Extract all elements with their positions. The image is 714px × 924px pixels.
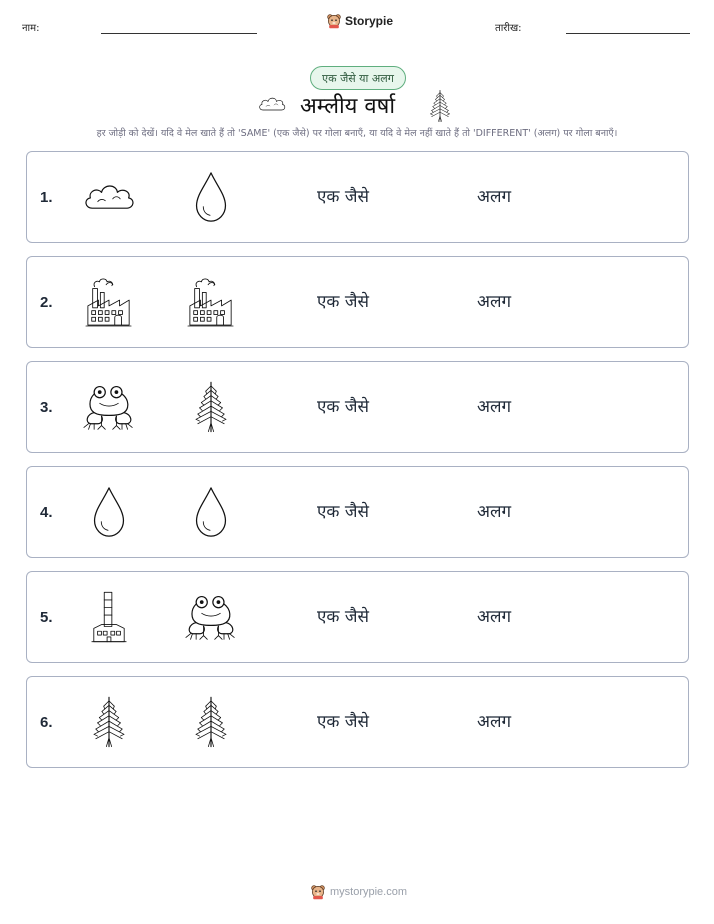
different-option[interactable]: अलग bbox=[477, 397, 512, 417]
pine-tree-icon bbox=[426, 89, 454, 123]
worksheet-header bbox=[0, 0, 714, 44]
worksheet-type-badge: एक जैसे या अलग bbox=[310, 66, 406, 90]
different-option[interactable]: अलग bbox=[477, 502, 512, 522]
mascot-icon bbox=[326, 13, 342, 29]
row-number: 5. bbox=[40, 609, 53, 626]
row-number: 3. bbox=[40, 399, 53, 416]
mascot-icon bbox=[310, 884, 326, 900]
name-label: नाम: bbox=[22, 23, 40, 34]
date-label: तारीख: bbox=[495, 23, 522, 34]
question-row-3 bbox=[26, 361, 689, 453]
question-row-4 bbox=[26, 466, 689, 558]
frog-icon bbox=[183, 591, 239, 643]
same-option[interactable]: एक जैसे bbox=[317, 187, 369, 207]
cloud-icon bbox=[257, 94, 287, 114]
pine-tree-icon bbox=[189, 378, 233, 436]
name-line[interactable] bbox=[101, 33, 257, 34]
different-option[interactable]: अलग bbox=[477, 292, 512, 312]
pine-tree-icon bbox=[87, 693, 131, 751]
same-option[interactable]: एक जैसे bbox=[317, 292, 369, 312]
row-number: 1. bbox=[40, 189, 53, 206]
brand-logo bbox=[326, 13, 393, 29]
instructions: हर जोड़ी को देखें। यदि वे मेल खाते हैं तो 'SAME' (एक जैसे) पर गोला बनाएँ, या यदि वे मेल नहीं खाते हैं तो 'DIFFERENT' (अलग) पर गोला बनाएँ। bbox=[96, 128, 618, 139]
same-option[interactable]: एक जैसे bbox=[317, 607, 369, 627]
cloud-icon bbox=[81, 178, 137, 216]
footer-site[interactable]: mystorypie.com bbox=[330, 886, 408, 898]
question-row-6 bbox=[26, 676, 689, 768]
factory-icon bbox=[187, 275, 235, 329]
question-row-5 bbox=[26, 571, 689, 663]
row-number: 4. bbox=[40, 504, 53, 521]
page-title: अम्लीय वर्षा bbox=[300, 94, 396, 119]
date-line[interactable] bbox=[566, 33, 690, 34]
different-option[interactable]: अलग bbox=[477, 607, 512, 627]
frog-icon bbox=[81, 381, 137, 433]
row-number: 6. bbox=[40, 714, 53, 731]
footer bbox=[310, 884, 407, 900]
different-option[interactable]: अलग bbox=[477, 187, 512, 207]
same-option[interactable]: एक जैसे bbox=[317, 397, 369, 417]
water-drop-icon bbox=[191, 170, 231, 224]
water-drop-icon bbox=[89, 485, 129, 539]
question-row-1 bbox=[26, 151, 689, 243]
chimney-icon bbox=[90, 590, 128, 644]
water-drop-icon bbox=[191, 485, 231, 539]
same-option[interactable]: एक जैसे bbox=[317, 502, 369, 522]
factory-icon bbox=[85, 275, 133, 329]
pine-tree-icon bbox=[189, 693, 233, 751]
row-number: 2. bbox=[40, 294, 53, 311]
different-option[interactable]: अलग bbox=[477, 712, 512, 732]
brand-name: Storypie bbox=[345, 14, 394, 28]
question-row-2 bbox=[26, 256, 689, 348]
same-option[interactable]: एक जैसे bbox=[317, 712, 369, 732]
